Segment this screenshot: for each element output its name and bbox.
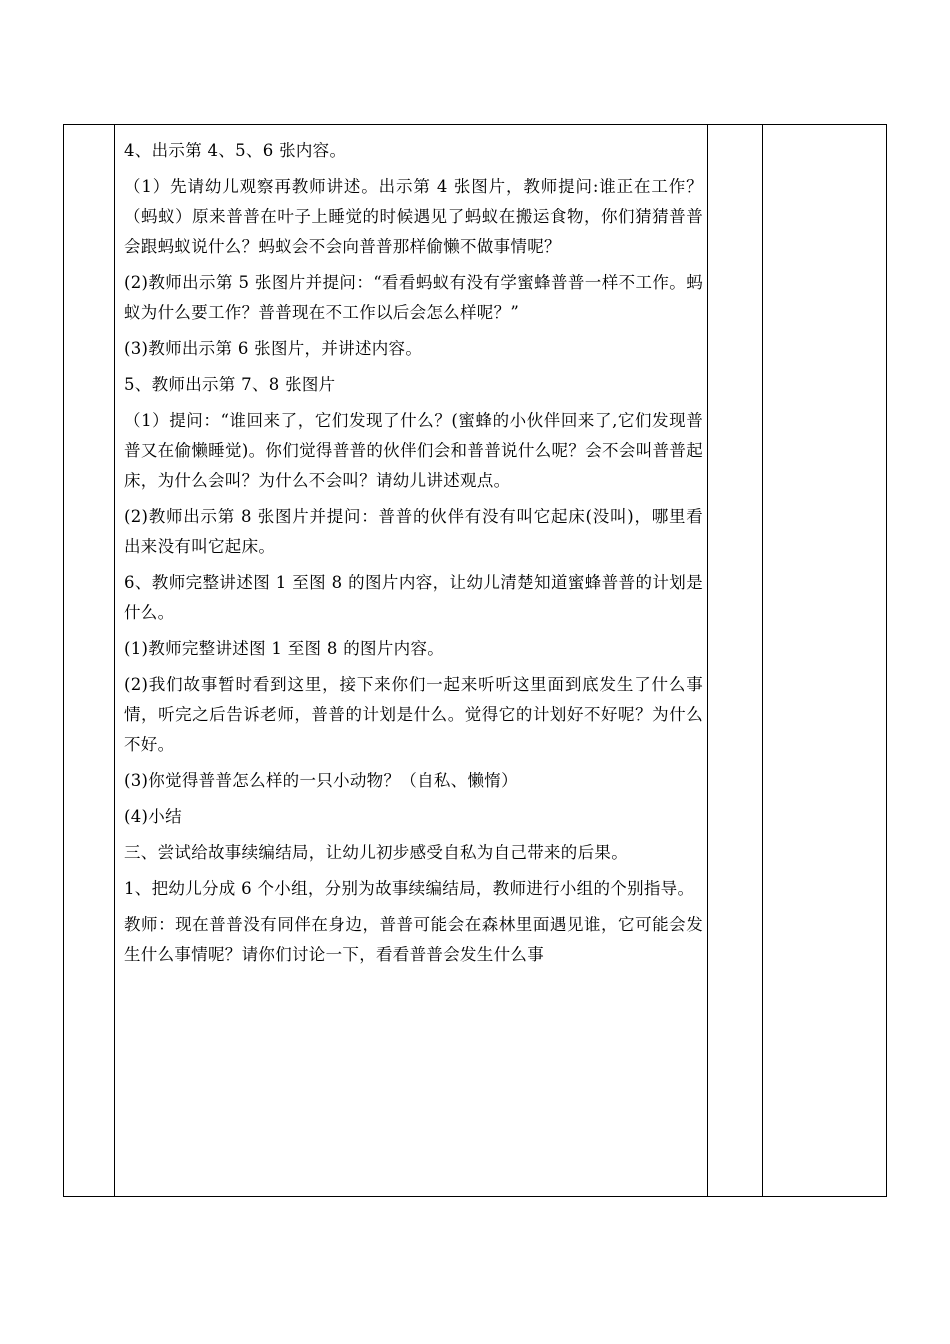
paragraph: (2)教师出示第 8 张图片并提问：普普的伙伴有没有叫它起床(没叫)，哪里看出来没有叫它起床。 (124, 507, 703, 556)
column-divider-right (762, 125, 763, 1196)
paragraph: (1)教师完整讲述图 1 至图 8 的图片内容。 (124, 639, 445, 658)
paragraph: (3)教师出示第 6 张图片，并讲述内容。 (124, 339, 423, 358)
paragraph: 4、出示第 4、5、6 张内容。 (124, 141, 347, 160)
paragraph: 教师：现在普普没有同伴在身边，普普可能会在森林里面遇见谁，它可能会发生什么事情呢？请你们讨论一下，看看普普会发生什么事 (124, 915, 703, 964)
lesson-plan-table (63, 124, 887, 1197)
paragraph: (2)我们故事暂时看到这里，接下来你们一起来听听这里面到底发生了什么事情，听完之后告诉老师，普普的计划是什么。觉得它的计划好不好呢？为什么不好。 (124, 675, 703, 754)
paragraph: (4)小结 (124, 807, 182, 826)
lesson-content-cell (115, 125, 707, 1196)
column-divider-middle (707, 125, 708, 1196)
paragraph: 1、把幼儿分成 6 个小组，分别为故事续编结局，教师进行小组的个别指导。 (124, 879, 695, 898)
paragraph: （1）提问：“谁回来了，它们发现了什么？(蜜蜂的小伙伴回来了,它们发现普普又在偷懒睡觉)。你们觉得普普的伙伴们会和普普说什么呢？会不会叫普普起床，为什么会叫？为什么不会叫？请幼儿讲述观点。 (124, 411, 703, 490)
paragraph: (2)教师出示第 5 张图片并提问：“看看蚂蚁有没有学蜜蜂普普一样不工作。蚂蚁为什么要工作？普普现在不工作以后会怎么样呢？” (124, 273, 703, 322)
paragraph: 6、教师完整讲述图 1 至图 8 的图片内容，让幼儿清楚知道蜜蜂普普的计划是什么。 (124, 573, 703, 622)
paragraph: (3)你觉得普普怎么样的一只小动物？（自私、懒惰） (124, 771, 518, 790)
paragraph: （1）先请幼儿观察再教师讲述。出示第 4 张图片，教师提问:谁正在工作？（蚂蚁）原来普普在叶子上睡觉的时候遇见了蚂蚁在搬运食物，你们猜猜普普会跟蚂蚁说什么？蚂蚁会不会向普普那样偷懒不做事情呢？ (124, 177, 703, 256)
paragraph: 三、尝试给故事续编结局，让幼儿初步感受自私为自己带来的后果。 (124, 843, 628, 862)
paragraph: 5、教师出示第 7、8 张图片 (124, 375, 336, 394)
